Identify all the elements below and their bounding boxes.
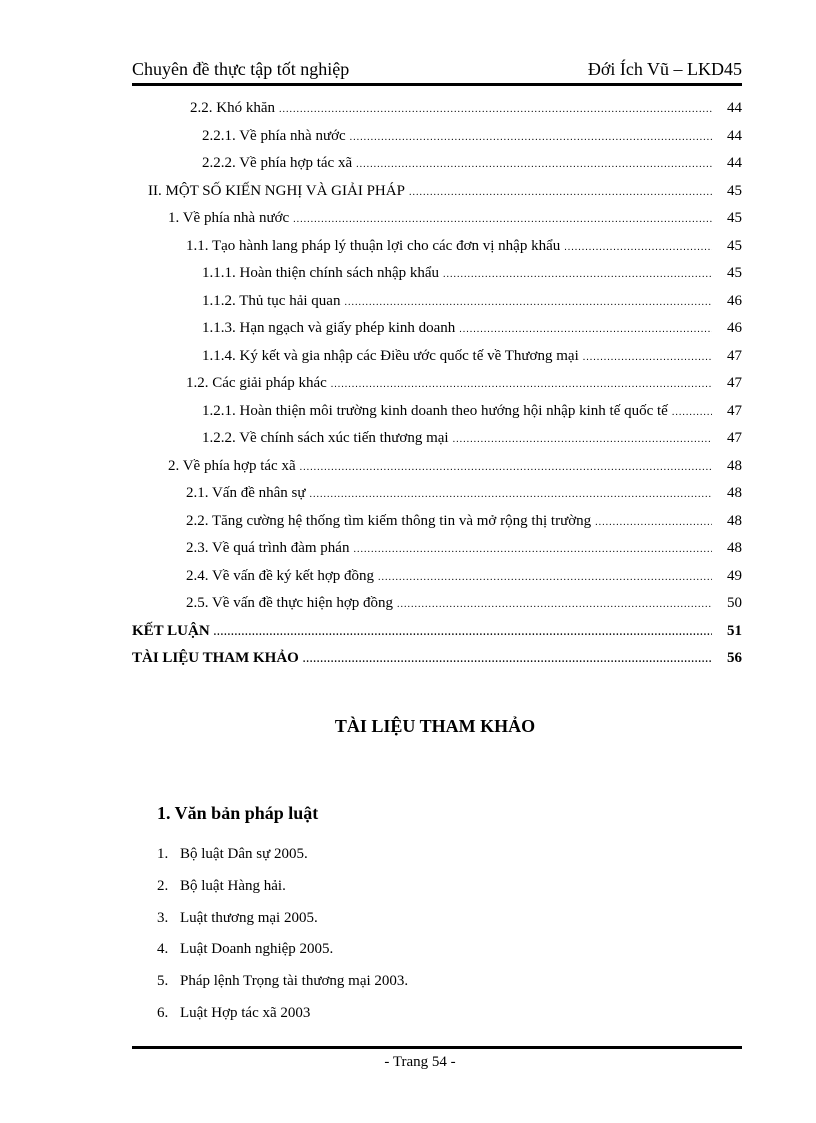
toc-entry-label: TÀI LIỆU THAM KHẢO <box>132 650 299 666</box>
toc-leader-dots <box>214 627 712 638</box>
toc-entry-page: 49 <box>727 567 742 584</box>
toc-entry <box>132 320 742 348</box>
toc-entry-label: 2.2. Tăng cường hệ thống tìm kiếm thông tin và mở rộng thị trường <box>186 512 592 529</box>
toc-entry <box>132 430 742 458</box>
toc-leader-dots <box>344 297 712 308</box>
reference-item <box>157 878 408 910</box>
reference-number: 2. <box>157 877 169 894</box>
toc-leader-dots <box>397 599 712 610</box>
toc-entry-label: 2.5. Về vấn đề thực hiện hợp đồng <box>186 595 393 611</box>
references-title: TÀI LIỆU THAM KHẢO <box>334 716 536 736</box>
toc-entry-label: II. MỘT SỐ KIẾN NGHỊ VÀ GIẢI PHÁP <box>148 182 405 199</box>
toc-entry <box>132 293 742 321</box>
reference-text: Bộ luật Hàng hải. <box>180 877 286 894</box>
toc-entry <box>132 458 742 486</box>
toc-entry-page: 47 <box>727 347 742 364</box>
reference-text: Pháp lệnh Trọng tài thương mại 2003. <box>180 973 409 990</box>
toc-leader-dots <box>459 324 712 335</box>
toc-entry-label: 2.2.2. Về phía hợp tác xã <box>202 155 353 171</box>
toc-leader-dots <box>303 654 712 665</box>
reference-number: 6. <box>157 1004 169 1021</box>
reference-item <box>157 973 408 1005</box>
toc-entry-label: 2.2. Khó khăn <box>190 100 275 116</box>
toc-entry-page: 50 <box>727 595 742 611</box>
toc-entry-label: KẾT LUẬN <box>132 622 210 639</box>
toc-leader-dots <box>310 489 712 500</box>
toc-entry <box>132 375 742 403</box>
toc-entry <box>132 403 742 431</box>
toc-entry-page: 47 <box>727 375 742 391</box>
toc-entry-label: 2.2.1. Về phía nhà nước <box>202 127 346 144</box>
reference-text: Luật Hợp tác xã 2003 <box>180 1004 311 1021</box>
toc-entry-page: 44 <box>727 100 742 116</box>
toc-entry <box>132 650 742 678</box>
header-left-title: Chuyên đề thực tập tốt nghiệp <box>132 59 350 79</box>
toc-entry <box>132 595 742 623</box>
reference-item <box>157 910 408 942</box>
header-author: Đới Ích Vũ – LKD45 <box>587 59 742 79</box>
toc-entry-label: 2.3. Về quá trình đàm phán <box>186 540 350 556</box>
toc-entry-page: 44 <box>727 155 742 171</box>
toc-entry-label: 2. Về phía hợp tác xã <box>168 457 296 474</box>
toc-entry-label: 2.4. Về vấn đề ký kết hợp đồng <box>186 567 375 584</box>
header-rule <box>132 83 742 86</box>
toc-entry-label: 1.1.1. Hoàn thiện chính sách nhập khẩu <box>202 265 440 281</box>
toc-entry-label: 1.1.2. Thủ tục hải quan <box>202 292 341 309</box>
section-heading: 1. Văn bản pháp luật <box>157 803 319 823</box>
toc-entry <box>132 623 742 651</box>
toc-entry-page: 48 <box>727 512 742 529</box>
toc-entry-label: 1.2.1. Hoàn thiện môi trường kinh doanh theo hướng hội nhập kinh tế quốc tế <box>202 402 668 419</box>
toc-entry <box>132 238 742 266</box>
toc-entry-label: 2.1. Vấn đề nhân sự <box>186 485 306 501</box>
toc-leader-dots <box>300 462 712 473</box>
toc-leader-dots <box>279 104 712 115</box>
toc-entry-page: 45 <box>727 182 742 199</box>
toc-leader-dots <box>331 379 712 390</box>
toc-entry-page: 46 <box>727 320 742 336</box>
toc-entry-page: 48 <box>727 457 742 474</box>
toc-entry <box>132 128 742 156</box>
toc-leader-dots <box>443 269 712 280</box>
reference-item <box>157 846 408 878</box>
toc-leader-dots <box>672 407 712 418</box>
reference-item <box>157 941 408 973</box>
toc-leader-dots <box>453 434 712 445</box>
toc-entry-label: 1.2. Các giải pháp khác <box>186 375 327 391</box>
toc-entry-page: 45 <box>727 210 742 226</box>
toc-entry-page: 47 <box>727 402 742 419</box>
toc-entry <box>132 183 742 211</box>
toc-leader-dots <box>583 352 712 363</box>
toc-entry <box>132 155 742 183</box>
toc-entry <box>132 100 742 128</box>
toc-entry <box>132 210 742 238</box>
toc-entry-page: 51 <box>727 622 742 639</box>
footer-rule <box>132 1046 742 1049</box>
reference-text: Luật Doanh nghiệp 2005. <box>180 941 334 958</box>
reference-number: 3. <box>157 909 169 926</box>
toc-leader-dots <box>350 132 712 143</box>
toc-entry-page: 45 <box>727 265 742 281</box>
toc-entry-label: 1.1. Tạo hành lang pháp lý thuận lợi cho các đơn vị nhập khẩu <box>186 237 561 254</box>
reference-text: Bộ luật Dân sự 2005. <box>180 846 308 862</box>
toc-entry-label: 1.1.4. Ký kết và gia nhập các Điều ước quốc tế về Thương mại <box>202 347 579 364</box>
toc-entry-page: 47 <box>727 430 742 446</box>
toc-entry <box>132 568 742 596</box>
table-of-contents <box>132 100 742 678</box>
toc-leader-dots <box>356 159 712 170</box>
toc-entry-label: 1.2.2. Về chính sách xúc tiến thương mại <box>202 430 449 446</box>
toc-leader-dots <box>378 572 712 583</box>
toc-entry-page: 45 <box>727 237 742 254</box>
toc-leader-dots <box>564 242 712 253</box>
toc-leader-dots <box>409 187 712 198</box>
reference-text: Luật thương mại 2005. <box>180 909 318 926</box>
toc-entry-page: 46 <box>727 292 742 309</box>
page-header <box>132 52 742 80</box>
toc-entry <box>132 513 742 541</box>
reference-number: 4. <box>157 941 169 958</box>
toc-entry-page: 56 <box>727 650 742 666</box>
toc-entry-label: 1. Về phía nhà nước <box>168 210 290 226</box>
toc-leader-dots <box>353 544 712 555</box>
toc-entry-page: 44 <box>727 127 742 144</box>
reference-number: 5. <box>157 973 169 990</box>
toc-entry <box>132 485 742 513</box>
toc-leader-dots <box>293 214 712 225</box>
toc-entry <box>132 540 742 568</box>
toc-entry <box>132 348 742 376</box>
toc-entry-label: 1.1.3. Hạn ngạch và giấy phép kinh doanh <box>202 320 456 336</box>
page-number: - Trang 54 - <box>384 1054 456 1070</box>
reference-item <box>157 1005 408 1037</box>
toc-entry-page: 48 <box>727 540 742 556</box>
reference-number: 1. <box>157 846 169 862</box>
toc-entry-page: 48 <box>727 485 742 501</box>
toc-entry <box>132 265 742 293</box>
reference-list <box>157 846 408 1037</box>
toc-leader-dots <box>595 517 712 528</box>
